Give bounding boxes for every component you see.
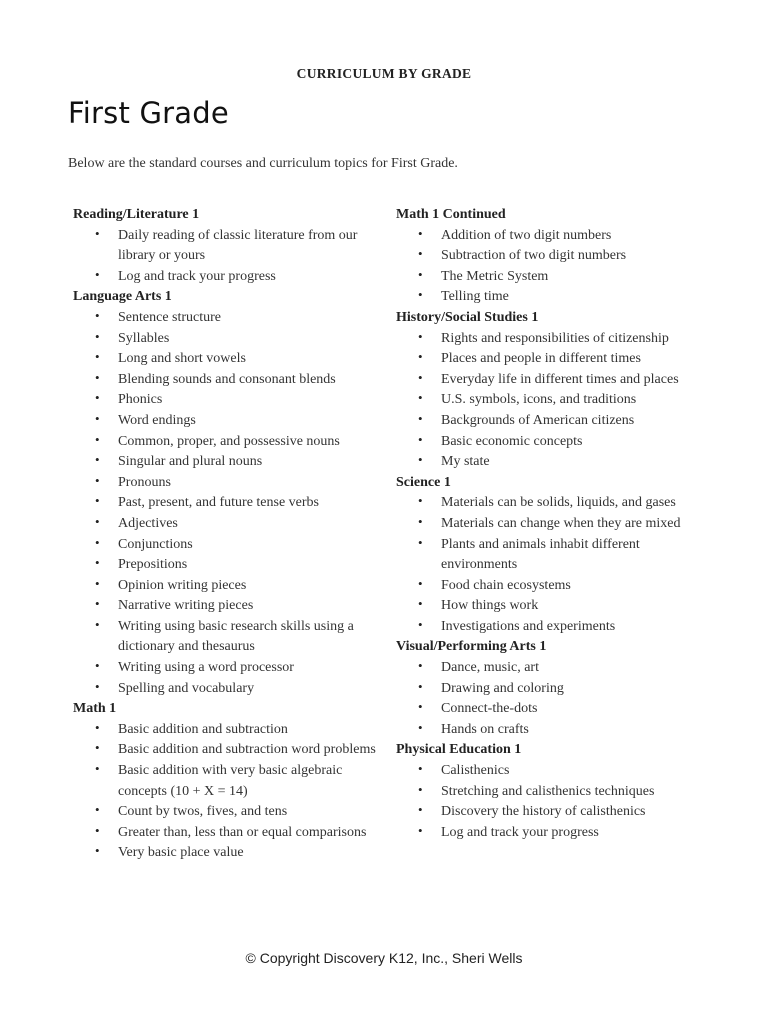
list-item: • Word endings xyxy=(73,411,393,432)
section-title: Language Arts 1 xyxy=(73,289,172,305)
section-title: Science 1 xyxy=(396,474,451,490)
list-item: • Phonics xyxy=(73,390,393,411)
list-item: • Food chain ecosystems xyxy=(396,576,716,597)
list-item: • Rights and responsibilities of citizenship xyxy=(396,329,716,350)
list-item: • Plants and animals inhabit different environments xyxy=(396,535,716,576)
list-item: • Materials can change when they are mixed xyxy=(396,514,716,535)
list-item: • Writing using a word processor xyxy=(73,658,393,679)
list-item: • U.S. symbols, icons, and traditions xyxy=(396,390,716,411)
list-item: • Narrative writing pieces xyxy=(73,596,393,617)
section-math-1 xyxy=(73,699,393,864)
list-item: • Investigations and experiments xyxy=(396,617,716,638)
list-item: • Blending sounds and consonant blends xyxy=(73,370,393,391)
left-column xyxy=(73,205,393,864)
list-item: • Syllables xyxy=(73,329,393,350)
list-item: • Very basic place value xyxy=(73,843,393,864)
section-title: Math 1 xyxy=(73,701,117,717)
section-title: History/Social Studies 1 xyxy=(396,309,539,325)
list-item: • Backgrounds of American citizens xyxy=(396,411,716,432)
list-item: • Everyday life in different times and places xyxy=(396,370,716,391)
list-item: • Log and track your progress xyxy=(396,823,716,844)
list-item: • Subtraction of two digit numbers xyxy=(396,246,716,267)
list-item: • Past, present, and future tense verbs xyxy=(73,493,393,514)
section-title: Reading/Literature 1 xyxy=(73,207,200,222)
list-item: • Conjunctions xyxy=(73,535,393,556)
topic-list xyxy=(396,226,716,308)
list-item: • Writing using basic research skills using a dictionary and thesaurus xyxy=(73,617,393,658)
list-item: • Calisthenics xyxy=(396,761,716,782)
page-title: First Grade xyxy=(68,96,229,130)
list-item: • Count by twos, fives, and tens xyxy=(73,802,393,823)
section-language-arts-1 xyxy=(73,287,393,699)
section-science-1 xyxy=(396,473,716,638)
list-item: • Discovery the history of calisthenics xyxy=(396,802,716,823)
list-item: • Stretching and calisthenics techniques xyxy=(396,782,716,803)
list-item: • Log and track your progress xyxy=(73,267,393,288)
right-column xyxy=(396,205,716,843)
section-history-social-studies-1 xyxy=(396,308,716,473)
list-item: • Pronouns xyxy=(73,473,393,494)
topic-list xyxy=(396,658,716,740)
list-item: • Addition of two digit numbers xyxy=(396,226,716,247)
list-item: • Basic economic concepts xyxy=(396,432,716,453)
topic-list xyxy=(396,493,716,637)
topic-list xyxy=(396,761,716,843)
topic-list xyxy=(396,329,716,473)
section-visual-performing-arts-1 xyxy=(396,637,716,740)
section-reading-literature-1 xyxy=(73,205,393,287)
list-item: • The Metric System xyxy=(396,267,716,288)
section-math-1-continued xyxy=(396,205,716,308)
list-item: • Sentence structure xyxy=(73,308,393,329)
list-item: • Materials can be solids, liquids, and gases xyxy=(396,493,716,514)
list-item: • Dance, music, art xyxy=(396,658,716,679)
list-item: • Places and people in different times xyxy=(396,349,716,370)
document-header: CURRICULUM BY GRADE xyxy=(296,66,472,81)
list-item: • Telling time xyxy=(396,287,716,308)
list-item: • Basic addition and subtraction xyxy=(73,720,393,741)
section-title: Physical Education 1 xyxy=(396,742,522,758)
list-item: • Basic addition and subtraction word problems xyxy=(73,740,393,761)
list-item: • Connect-the-dots xyxy=(396,699,716,720)
list-item: • Common, proper, and possessive nouns xyxy=(73,432,393,453)
list-item: • Adjectives xyxy=(73,514,393,535)
copyright-footer: © Copyright Discovery K12, Inc., Sheri Wells xyxy=(245,950,523,966)
list-item: • How things work xyxy=(396,596,716,617)
list-item: • Long and short vowels xyxy=(73,349,393,370)
list-item: • Hands on crafts xyxy=(396,720,716,741)
section-title: Visual/Performing Arts 1 xyxy=(396,639,547,655)
list-item: • Singular and plural nouns xyxy=(73,452,393,473)
list-item: • Basic addition with very basic algebraic concepts (10 + X = 14) xyxy=(73,761,393,802)
intro-text: Below are the standard courses and curriculum topics for First Grade. xyxy=(68,156,458,171)
section-title: Math 1 Continued xyxy=(396,207,506,222)
topic-list xyxy=(73,308,393,699)
list-item: • Drawing and coloring xyxy=(396,679,716,700)
section-physical-education-1 xyxy=(396,740,716,843)
topic-list xyxy=(73,226,393,288)
list-item: • Daily reading of classic literature from our library or yours xyxy=(73,226,393,267)
list-item: • Prepositions xyxy=(73,555,393,576)
list-item: • Greater than, less than or equal comparisons xyxy=(73,823,393,844)
list-item: • My state xyxy=(396,452,716,473)
topic-list xyxy=(73,720,393,864)
list-item: • Spelling and vocabulary xyxy=(73,679,393,700)
list-item: • Opinion writing pieces xyxy=(73,576,393,597)
